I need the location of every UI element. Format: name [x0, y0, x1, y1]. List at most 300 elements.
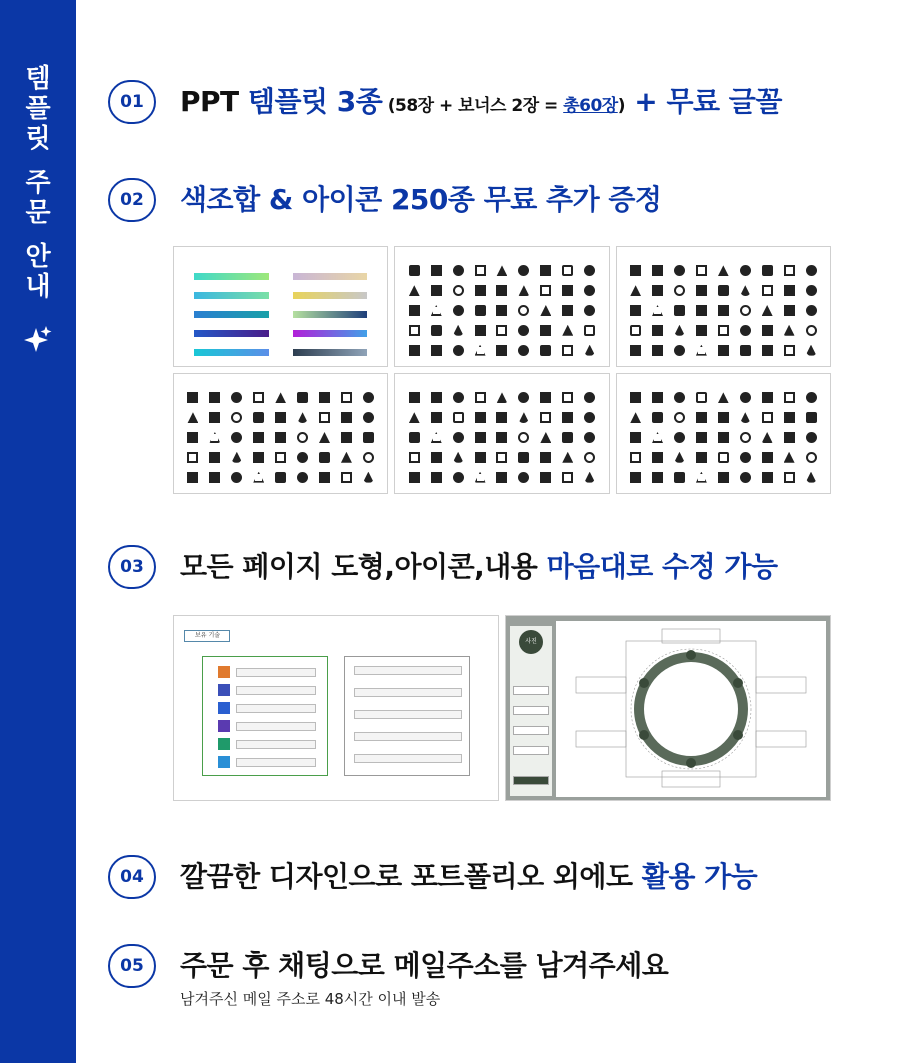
heading-part: 깔끔한 디자인으로 포트폴리오 외에도	[180, 860, 642, 893]
sample-icon	[496, 432, 507, 443]
sample-icon	[409, 432, 420, 443]
sample-icon	[740, 452, 751, 463]
sample-icon	[652, 392, 663, 403]
sample-icon	[562, 432, 573, 443]
sample-icon	[584, 412, 595, 423]
sample-icon	[584, 392, 595, 403]
sample-icon	[718, 265, 729, 276]
sample-icon	[784, 392, 795, 403]
item-heading	[180, 857, 757, 897]
sample-icon	[297, 452, 308, 463]
item-heading	[180, 547, 778, 587]
sample-icon	[253, 432, 264, 443]
profile-field	[513, 746, 549, 755]
gradient-swatch	[194, 349, 269, 356]
sample-icon	[453, 265, 464, 276]
sample-icon	[740, 345, 751, 356]
sample-icon	[540, 265, 551, 276]
sample-icon	[475, 285, 486, 296]
sample-icon	[806, 432, 817, 443]
sample-icon	[496, 325, 507, 336]
sample-icon	[630, 392, 641, 403]
skill-bar	[236, 740, 316, 749]
sample-icon	[475, 452, 486, 463]
sample-icon	[431, 452, 442, 463]
sample-icon	[584, 472, 595, 483]
sample-icon	[209, 452, 220, 463]
sample-icon	[784, 265, 795, 276]
sample-icon	[496, 285, 507, 296]
sample-icon	[740, 432, 751, 443]
sample-icon	[253, 392, 264, 403]
skill-bar	[236, 668, 316, 677]
sample-icon	[540, 305, 551, 316]
sample-icon	[275, 472, 286, 483]
sample-icon	[540, 452, 551, 463]
sample-icon	[475, 472, 486, 483]
sample-icon	[297, 432, 308, 443]
sample-icon	[762, 305, 773, 316]
sample-icon	[475, 345, 486, 356]
sample-icon	[696, 472, 707, 483]
sample-icon	[674, 392, 685, 403]
sample-icon	[431, 325, 442, 336]
sample-icon	[231, 452, 242, 463]
sample-icon	[297, 392, 308, 403]
sample-icon	[409, 452, 420, 463]
sample-icon	[431, 265, 442, 276]
color-palette-preview	[173, 246, 388, 367]
sample-icon	[584, 305, 595, 316]
sample-icon	[652, 265, 663, 276]
sample-icon	[762, 345, 773, 356]
skill-bar	[236, 686, 316, 695]
sample-icon	[696, 305, 707, 316]
sample-icon	[652, 452, 663, 463]
sample-icon	[341, 392, 352, 403]
circular-diagram	[556, 621, 826, 797]
gradient-swatch	[293, 273, 368, 280]
sample-icon	[696, 345, 707, 356]
heading-part: 모든 페이지 도형,아이콘,내용	[180, 550, 547, 583]
sample-icon	[496, 392, 507, 403]
sample-icon	[496, 345, 507, 356]
timeline-row	[354, 666, 462, 675]
gradient-swatch	[293, 292, 368, 299]
sample-icon	[363, 432, 374, 443]
sample-icon	[562, 412, 573, 423]
sample-icon	[652, 412, 663, 423]
sample-icon	[784, 472, 795, 483]
skill-tile	[218, 720, 230, 732]
heading-part: + 무료 글꼴	[625, 85, 782, 118]
sample-icon	[496, 305, 507, 316]
sample-icon	[297, 412, 308, 423]
sample-icon	[275, 412, 286, 423]
sample-icon	[696, 392, 707, 403]
sample-icon	[453, 325, 464, 336]
sample-icon	[630, 452, 641, 463]
sample-icon	[630, 285, 641, 296]
sample-icon	[253, 472, 264, 483]
sample-icon	[762, 452, 773, 463]
sample-icon	[209, 392, 220, 403]
timeline-row	[354, 754, 462, 763]
sample-icon	[540, 472, 551, 483]
sample-icon	[630, 325, 641, 336]
sample-icon	[518, 305, 529, 316]
sample-icon	[630, 412, 641, 423]
skill-tile	[218, 684, 230, 696]
sample-icon	[475, 265, 486, 276]
heading-part: 마음대로 수정 가능	[546, 550, 778, 583]
sample-icon	[453, 285, 464, 296]
sample-icon	[718, 472, 729, 483]
sidebar-title-char: 템	[25, 64, 51, 94]
sample-icon	[652, 345, 663, 356]
sample-icon	[540, 412, 551, 423]
sample-icon	[431, 432, 442, 443]
sample-icon	[762, 432, 773, 443]
sample-icon	[253, 412, 264, 423]
sample-icon	[784, 285, 795, 296]
sample-icon	[562, 325, 573, 336]
icon-set-preview	[616, 373, 831, 494]
sample-icon	[431, 285, 442, 296]
sample-icon	[740, 472, 751, 483]
sample-icon	[319, 412, 330, 423]
sample-icon	[253, 452, 264, 463]
sample-icon	[696, 412, 707, 423]
sample-icon	[540, 325, 551, 336]
sample-icon	[740, 265, 751, 276]
sample-icon	[696, 285, 707, 296]
sample-icon	[209, 432, 220, 443]
timeline-row	[354, 688, 462, 697]
sample-icon	[652, 305, 663, 316]
sample-icon	[718, 345, 729, 356]
sample-icon	[341, 452, 352, 463]
icon-set	[403, 261, 600, 360]
sample-icon	[584, 265, 595, 276]
heading-part: (58장 + 보너스 2장 =	[382, 96, 564, 116]
sample-icon	[453, 432, 464, 443]
sample-icon	[187, 432, 198, 443]
sample-icon	[496, 412, 507, 423]
sample-icon	[518, 472, 529, 483]
editing-screenshots	[173, 615, 831, 801]
slide-caption: 보유 기술	[184, 630, 230, 642]
sample-icon	[762, 392, 773, 403]
sample-icon	[652, 285, 663, 296]
sample-icon	[696, 265, 707, 276]
sample-icon	[518, 265, 529, 276]
sample-icon	[696, 452, 707, 463]
sample-icon	[341, 472, 352, 483]
sample-icon	[630, 472, 641, 483]
gradient-swatch	[293, 330, 368, 337]
gradient-swatch	[293, 349, 368, 356]
sample-icon	[762, 412, 773, 423]
sample-icon	[784, 432, 795, 443]
sample-icon	[187, 472, 198, 483]
sample-icon	[518, 285, 529, 296]
item-heading	[180, 946, 668, 986]
sample-icon	[363, 452, 374, 463]
sample-icon	[319, 392, 330, 403]
sample-icon	[518, 452, 529, 463]
sample-icon	[475, 412, 486, 423]
sample-icon	[806, 325, 817, 336]
sample-icon	[674, 305, 685, 316]
icon-set-preview	[616, 246, 831, 367]
sample-icon	[187, 392, 198, 403]
sample-icon	[187, 452, 198, 463]
sample-icon	[431, 412, 442, 423]
sample-icon	[740, 412, 751, 423]
sample-icon	[431, 305, 442, 316]
sample-icon	[674, 285, 685, 296]
profile-field	[513, 726, 549, 735]
sample-icon	[475, 325, 486, 336]
sample-icon	[475, 392, 486, 403]
sample-icon	[341, 412, 352, 423]
skill-bar	[236, 704, 316, 713]
sidebar-title	[16, 64, 60, 302]
sample-icon	[674, 345, 685, 356]
sparkle-icon	[24, 326, 52, 354]
sample-icon	[806, 305, 817, 316]
sample-icon	[518, 412, 529, 423]
item-number-badge: 01	[108, 80, 156, 124]
profile-column	[510, 626, 552, 796]
sample-icon	[431, 392, 442, 403]
sample-icon	[431, 345, 442, 356]
sample-icon	[740, 392, 751, 403]
sample-icon	[319, 452, 330, 463]
heading-part: 활용 가능	[641, 860, 758, 893]
sample-icon	[762, 265, 773, 276]
sample-icon	[630, 305, 641, 316]
gradient-swatch	[194, 273, 269, 280]
sample-icon	[431, 472, 442, 483]
heading-part: 색조합 & 아이콘 250종 무료 추가 증정	[180, 183, 662, 216]
skill-tile	[218, 702, 230, 714]
sample-icon	[453, 472, 464, 483]
profile-field	[513, 776, 549, 785]
icon-set-preview	[394, 246, 609, 367]
sample-icon	[409, 345, 420, 356]
sample-icon	[209, 412, 220, 423]
skill-bar	[236, 722, 316, 731]
sample-icon	[584, 325, 595, 336]
sample-icon	[718, 452, 729, 463]
sample-icon	[584, 285, 595, 296]
sample-icon	[453, 412, 464, 423]
icon-set	[403, 388, 600, 487]
skill-tile	[218, 738, 230, 750]
editing-screenshot-skills	[173, 615, 499, 801]
sample-icon	[409, 472, 420, 483]
sample-icon	[562, 472, 573, 483]
sample-icon	[806, 392, 817, 403]
sample-icon	[540, 392, 551, 403]
sample-icon	[674, 432, 685, 443]
sample-icon	[762, 285, 773, 296]
sample-icon	[762, 472, 773, 483]
sample-icon	[784, 412, 795, 423]
sample-icon	[630, 345, 641, 356]
sample-icon	[562, 452, 573, 463]
heading-part: 주문 후 채팅으로 메일주소를 남겨주세요	[180, 949, 669, 982]
diagram-slide	[556, 621, 826, 797]
sample-icon	[363, 412, 374, 423]
sample-icon	[562, 345, 573, 356]
timeline-row	[354, 732, 462, 741]
sample-icon	[475, 432, 486, 443]
sample-icon	[496, 472, 507, 483]
sample-icon	[409, 305, 420, 316]
sample-icon	[806, 345, 817, 356]
sample-icon	[740, 325, 751, 336]
profile-field	[513, 706, 549, 715]
sample-icon	[540, 285, 551, 296]
sample-icon	[718, 412, 729, 423]
sample-icon	[652, 325, 663, 336]
sample-icon	[718, 325, 729, 336]
sample-icon	[696, 325, 707, 336]
sample-icon	[584, 432, 595, 443]
sample-icon	[187, 412, 198, 423]
gradient-swatch	[293, 311, 368, 318]
sample-icon	[496, 452, 507, 463]
sidebar-title-char: 주	[25, 168, 51, 198]
sample-icon	[784, 345, 795, 356]
sample-icon	[231, 412, 242, 423]
sample-icon	[231, 432, 242, 443]
sample-icon	[806, 265, 817, 276]
sample-icon	[784, 305, 795, 316]
heading-part: 총60장	[563, 96, 618, 116]
sample-icon	[518, 432, 529, 443]
icon-set	[625, 261, 822, 360]
timeline-row	[354, 710, 462, 719]
sidebar-title-gap	[16, 154, 60, 168]
sample-icon	[784, 325, 795, 336]
item-number-badge: 05	[108, 944, 156, 988]
sample-icon	[674, 452, 685, 463]
sample-icon	[453, 345, 464, 356]
sample-icon	[231, 392, 242, 403]
heading-part: 템플릿 3종	[247, 85, 383, 118]
sample-icon	[806, 452, 817, 463]
gradient-swatch	[194, 330, 269, 337]
sample-icon	[231, 472, 242, 483]
sample-icon	[630, 432, 641, 443]
sample-icon	[409, 265, 420, 276]
icon-set-preview	[394, 373, 609, 494]
icon-set	[182, 388, 379, 487]
heading-part: PPT	[180, 85, 248, 118]
item-number-badge: 03	[108, 545, 156, 589]
sample-icon	[540, 345, 551, 356]
sample-icon	[453, 452, 464, 463]
skill-bar	[236, 758, 316, 767]
sample-icon	[718, 285, 729, 296]
item-heading	[180, 180, 661, 220]
sample-icon	[275, 452, 286, 463]
sample-icon	[319, 472, 330, 483]
sample-icon	[409, 285, 420, 296]
sample-icon	[409, 412, 420, 423]
item-heading	[180, 82, 782, 126]
delivery-note: 남겨주신 메일 주소로 48시간 이내 발송	[180, 990, 441, 1008]
sample-icon	[696, 432, 707, 443]
sample-icon	[762, 325, 773, 336]
item-number-badge: 04	[108, 855, 156, 899]
sample-icon	[475, 305, 486, 316]
sidebar-title-char: 릿	[25, 124, 51, 154]
sample-icon	[453, 392, 464, 403]
sample-icon	[674, 412, 685, 423]
skill-tile	[218, 666, 230, 678]
sample-icon	[740, 305, 751, 316]
sample-icon	[363, 392, 374, 403]
sample-icon	[806, 285, 817, 296]
sample-icon	[518, 325, 529, 336]
sample-icon	[562, 305, 573, 316]
sample-icon	[630, 265, 641, 276]
sample-icon	[718, 305, 729, 316]
icon-set-preview	[173, 373, 388, 494]
sample-icon	[784, 452, 795, 463]
skill-tile	[218, 756, 230, 768]
gradient-swatch	[194, 311, 269, 318]
sidebar-title-char: 문	[25, 198, 51, 228]
sample-icon	[584, 452, 595, 463]
sample-icon	[275, 392, 286, 403]
sample-icon	[409, 325, 420, 336]
sample-icon	[518, 345, 529, 356]
sample-icon	[496, 265, 507, 276]
sample-icon	[584, 345, 595, 356]
sidebar-title-char: 내	[25, 272, 51, 302]
sample-icon	[297, 472, 308, 483]
sample-icon	[674, 265, 685, 276]
icon-set	[625, 388, 822, 487]
sample-icon	[740, 285, 751, 296]
sample-icon	[319, 432, 330, 443]
sample-icon	[341, 432, 352, 443]
sample-icon	[718, 432, 729, 443]
profile-photo-badge: 사진	[519, 630, 543, 654]
sample-icon	[540, 432, 551, 443]
heading-part: )	[617, 96, 625, 116]
sample-icon	[718, 392, 729, 403]
sample-icon	[562, 392, 573, 403]
sample-icon	[806, 472, 817, 483]
sample-icon	[652, 472, 663, 483]
sidebar-title-gap	[16, 228, 60, 242]
sidebar	[0, 0, 76, 1063]
sample-icon	[806, 412, 817, 423]
profile-field	[513, 686, 549, 695]
sample-icon	[275, 432, 286, 443]
sidebar-title-char: 안	[25, 242, 51, 272]
sample-icon	[562, 265, 573, 276]
sample-icon	[562, 285, 573, 296]
sidebar-title-char: 플	[25, 94, 51, 124]
